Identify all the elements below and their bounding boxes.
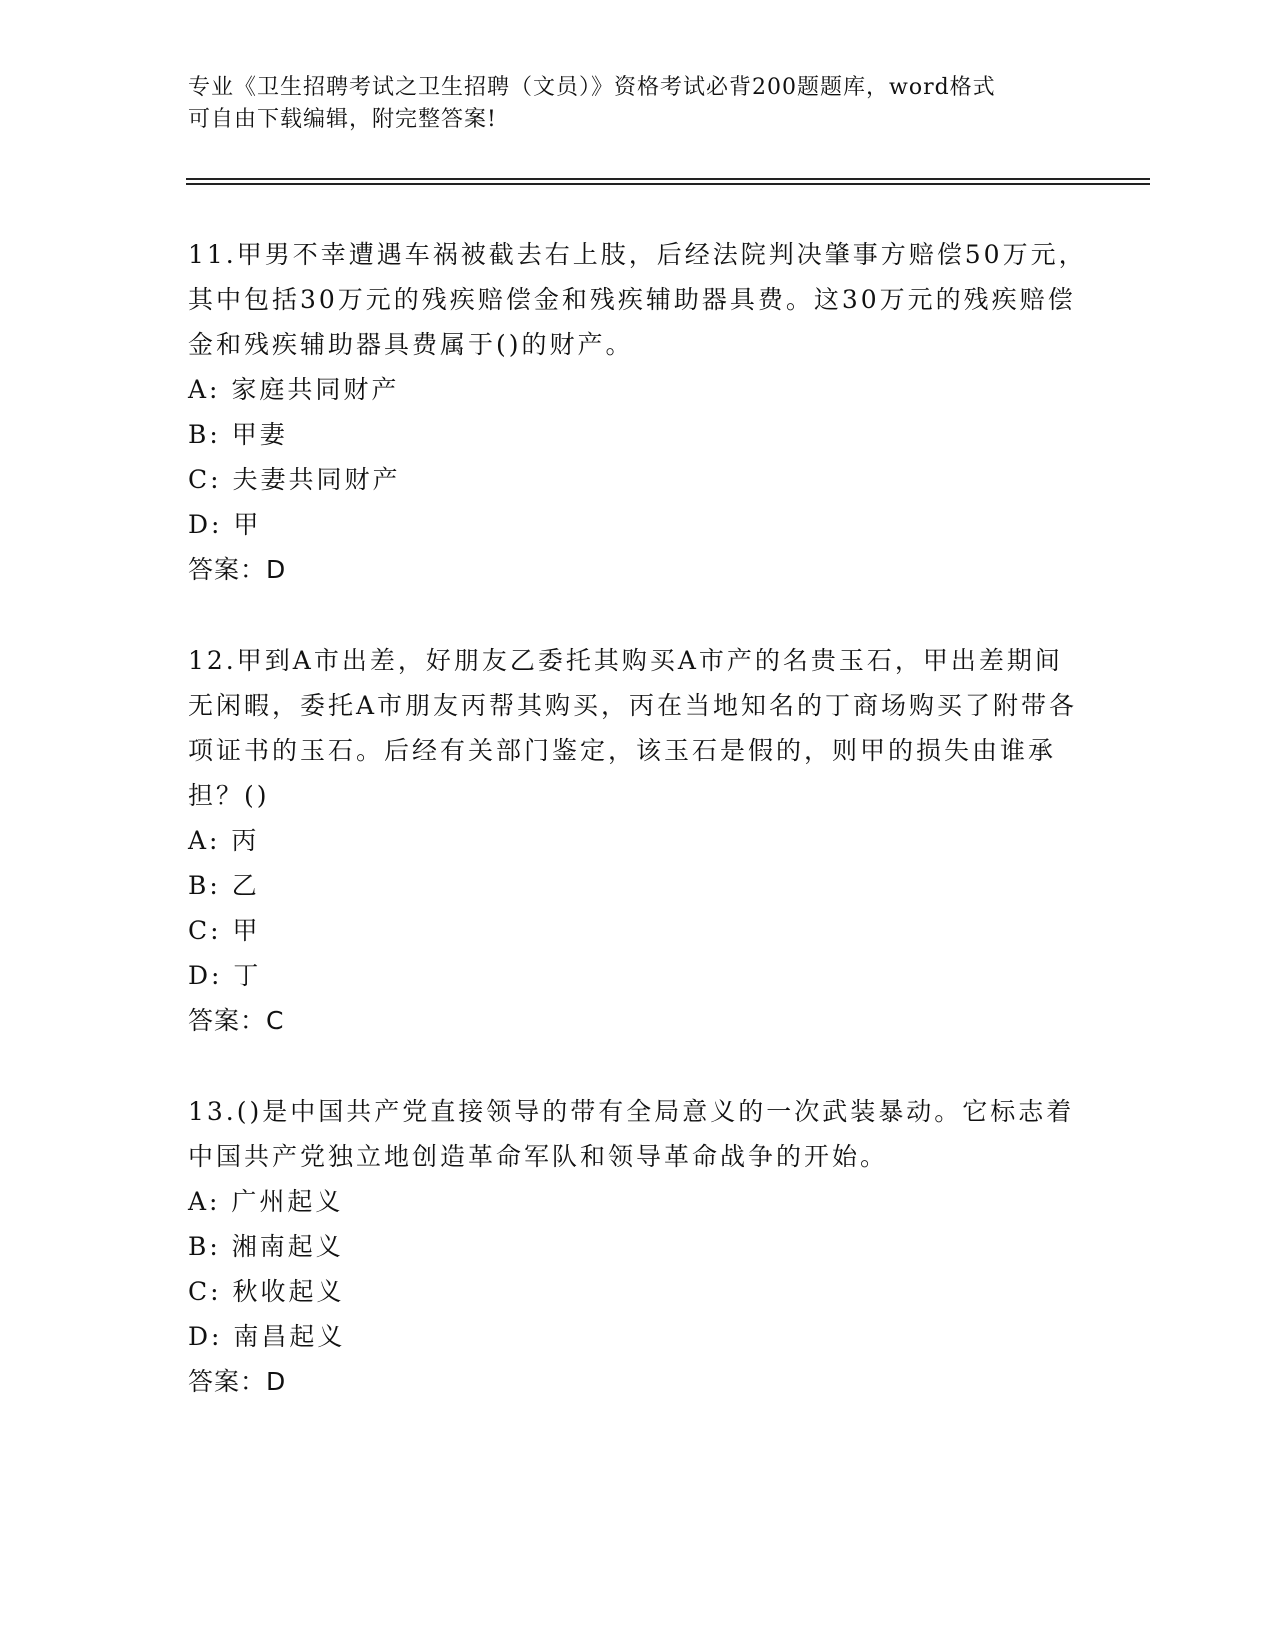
option-b: B: 甲妻 bbox=[188, 420, 288, 449]
header-rule-bottom bbox=[186, 183, 1150, 185]
option-a: A: 广州起义 bbox=[188, 1187, 344, 1216]
option-b: B: 湘南起义 bbox=[188, 1232, 344, 1261]
question-text: 13.()是中国共产党直接领导的带有全局意义的一次武装暴动。它标志着中国共产党独立地创造革命军队和领导革命战争的开始。 bbox=[188, 1097, 1075, 1171]
option-d: D: 南昌起义 bbox=[188, 1322, 346, 1351]
option-a: A: 家庭共同财产 bbox=[188, 375, 400, 404]
question-11 bbox=[188, 232, 1088, 592]
answer: 答案：D bbox=[188, 555, 287, 584]
answer: 答案：C bbox=[188, 1006, 285, 1035]
option-b: B: 乙 bbox=[188, 871, 260, 900]
header-rule-top bbox=[186, 178, 1150, 180]
option-c: C: 秋收起义 bbox=[188, 1277, 345, 1306]
header-line-1: 专业《卫生招聘考试之卫生招聘（文员）》资格考试必背200题题库，word格式 bbox=[188, 75, 996, 100]
document-header bbox=[188, 72, 1068, 136]
option-d: D: 甲 bbox=[188, 510, 262, 539]
option-c: C: 夫妻共同财产 bbox=[188, 465, 401, 494]
question-13 bbox=[188, 1089, 1088, 1404]
question-12 bbox=[188, 638, 1088, 1043]
question-text: 12.甲到A市出差，好朋友乙委托其购买A市产的名贵玉石，甲出差期间无闲暇，委托A市朋友丙帮其购买，丙在当地知名的丁商场购买了附带各项证书的玉石。后经有关部门鉴定，该玉石是假的，则甲的损失由谁承担？() bbox=[188, 646, 1078, 810]
option-a: A: 丙 bbox=[188, 826, 260, 855]
question-text: 11.甲男不幸遭遇车祸被截去右上肢，后经法院判决肇事方赔偿50万元，其中包括30万元的残疾赔偿金和残疾辅助器具费。这30万元的残疾赔偿金和残疾辅助器具费属于()的财产。 bbox=[188, 240, 1087, 359]
option-d: D: 丁 bbox=[188, 961, 262, 990]
option-c: C: 甲 bbox=[188, 916, 261, 945]
header-line-2: 可自由下载编辑，附完整答案! bbox=[188, 107, 497, 132]
answer: 答案：D bbox=[188, 1367, 287, 1396]
question-list bbox=[188, 232, 1088, 1450]
